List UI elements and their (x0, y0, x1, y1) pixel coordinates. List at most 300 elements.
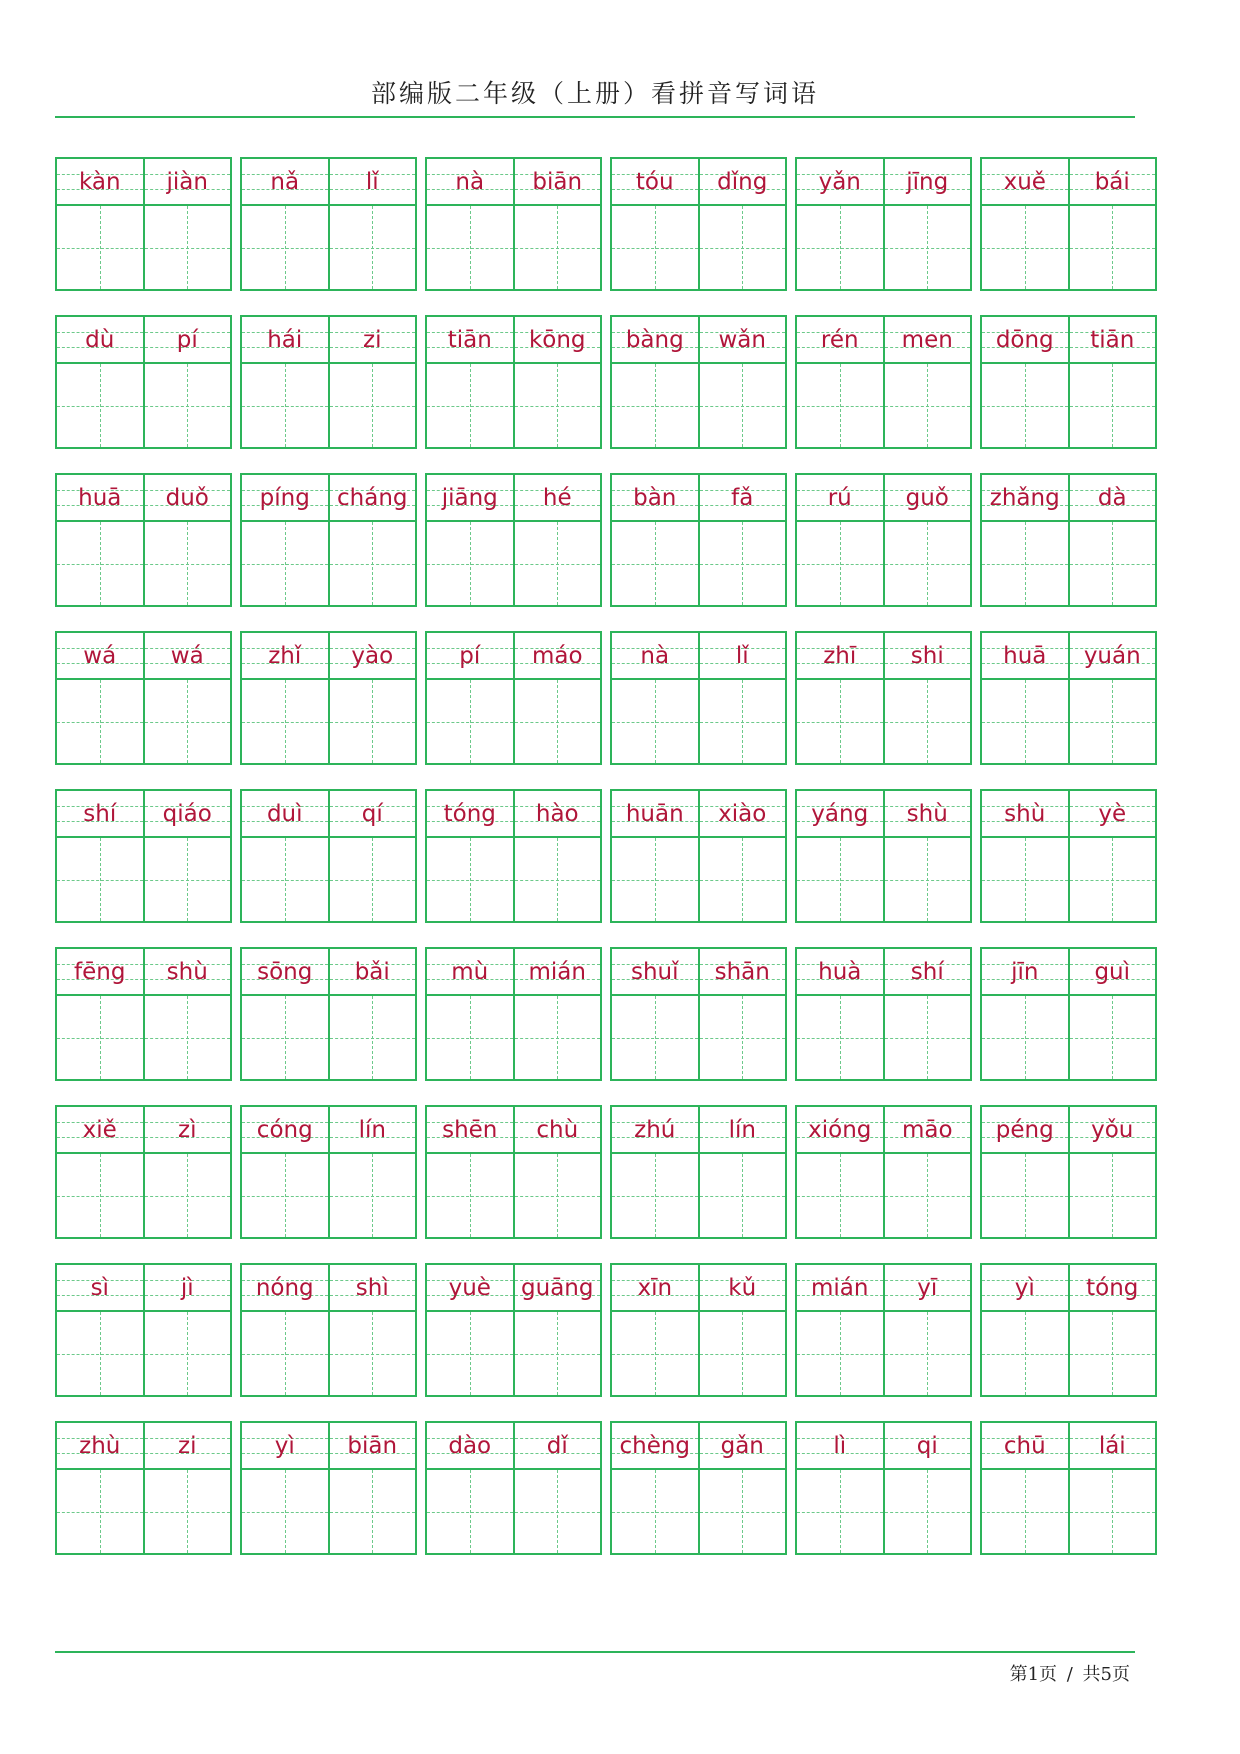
pinyin-cell (797, 791, 883, 836)
pinyin-cell (797, 317, 883, 362)
pinyin-syllable: wá (170, 642, 204, 669)
character-writing-area (982, 996, 1155, 1079)
character-box[interactable] (1068, 206, 1156, 289)
pinyin-band (57, 949, 230, 996)
character-box[interactable] (513, 996, 601, 1079)
pinyin-syllable: dà (1097, 484, 1127, 511)
pinyin-cell (982, 475, 1068, 520)
character-box[interactable] (797, 1154, 883, 1237)
character-box[interactable] (242, 522, 328, 605)
word-box (795, 157, 972, 291)
character-writing-area (427, 1312, 600, 1395)
pinyin-syllable: xuě (1003, 168, 1046, 195)
character-box[interactable] (1068, 1470, 1156, 1553)
word-box (980, 947, 1157, 1081)
pinyin-band (242, 1265, 415, 1312)
character-box[interactable] (1068, 838, 1156, 921)
pinyin-syllable: guāng (521, 1274, 594, 1301)
character-writing-area (242, 206, 415, 289)
character-box[interactable] (982, 1154, 1068, 1237)
pinyin-cell (797, 633, 883, 678)
pinyin-syllable: huà (818, 958, 862, 985)
pinyin-band (612, 475, 785, 522)
pinyin-syllable: lín (728, 1116, 756, 1143)
word-box (610, 157, 787, 291)
character-box[interactable] (57, 996, 143, 1079)
character-box[interactable] (143, 522, 231, 605)
character-box[interactable] (513, 1312, 601, 1395)
character-box[interactable] (797, 680, 883, 763)
pinyin-cell (612, 633, 698, 678)
pinyin-cell (143, 1107, 231, 1152)
word-box (795, 1421, 972, 1555)
pinyin-syllable: pí (176, 326, 198, 353)
character-box[interactable] (883, 1154, 971, 1237)
pinyin-syllable: xióng (808, 1116, 872, 1143)
character-writing-area (57, 680, 230, 763)
character-box[interactable] (698, 522, 786, 605)
character-box[interactable] (143, 1312, 231, 1395)
character-writing-area (57, 522, 230, 605)
character-box[interactable] (328, 364, 416, 447)
word-box (610, 789, 787, 923)
character-box[interactable] (242, 680, 328, 763)
character-box[interactable] (883, 1312, 971, 1395)
pinyin-writing-grid (55, 157, 1180, 1579)
pinyin-cell (883, 633, 971, 678)
pinyin-cell (328, 475, 416, 520)
character-box[interactable] (982, 680, 1068, 763)
pinyin-band (57, 475, 230, 522)
pinyin-band (797, 633, 970, 680)
character-box[interactable] (143, 680, 231, 763)
word-box (795, 947, 972, 1081)
character-writing-area (797, 1154, 970, 1237)
character-writing-area (427, 522, 600, 605)
pinyin-syllable: zhú (634, 1116, 676, 1143)
pinyin-syllable: yì (274, 1432, 295, 1459)
pinyin-band (982, 1265, 1155, 1312)
character-box[interactable] (982, 1470, 1068, 1553)
pinyin-syllable: shì (355, 1274, 389, 1301)
pinyin-cell (982, 1107, 1068, 1152)
pinyin-syllable: guǒ (905, 484, 949, 511)
character-writing-area (982, 1312, 1155, 1395)
pinyin-cell (797, 475, 883, 520)
character-box[interactable] (612, 996, 698, 1079)
pinyin-syllable: sì (90, 1274, 109, 1301)
pinyin-syllable: tiān (447, 326, 492, 353)
pinyin-cell (797, 1423, 883, 1468)
pinyin-cell (1068, 949, 1156, 994)
word-box (610, 1263, 787, 1397)
pinyin-syllable: pí (459, 642, 481, 669)
character-box[interactable] (513, 364, 601, 447)
character-box[interactable] (1068, 364, 1156, 447)
pinyin-cell (57, 1423, 143, 1468)
character-box[interactable] (57, 206, 143, 289)
character-box[interactable] (242, 996, 328, 1079)
word-box (425, 315, 602, 449)
character-box[interactable] (57, 680, 143, 763)
footer-rule (55, 1651, 1135, 1653)
pinyin-cell (427, 1265, 513, 1310)
character-box[interactable] (797, 1312, 883, 1395)
character-box[interactable] (427, 680, 513, 763)
word-box (55, 947, 232, 1081)
character-box[interactable] (612, 206, 698, 289)
pinyin-cell (698, 633, 786, 678)
pinyin-syllable: zì (178, 1116, 197, 1143)
character-box[interactable] (57, 1154, 143, 1237)
pinyin-band (57, 317, 230, 364)
word-box (240, 315, 417, 449)
character-writing-area (797, 996, 970, 1079)
pinyin-syllable: wǎn (718, 326, 766, 353)
character-box[interactable] (1068, 680, 1156, 763)
pinyin-band (242, 949, 415, 996)
pinyin-syllable: chèng (619, 1432, 691, 1459)
character-box[interactable] (1068, 1312, 1156, 1395)
pinyin-syllable: tóng (1086, 1274, 1139, 1301)
character-writing-area (57, 1470, 230, 1553)
pinyin-syllable: zhù (79, 1432, 121, 1459)
character-box[interactable] (612, 364, 698, 447)
pinyin-band (797, 1107, 970, 1154)
word-box (55, 1421, 232, 1555)
word-box (980, 315, 1157, 449)
character-writing-area (242, 1154, 415, 1237)
pinyin-cell (57, 317, 143, 362)
pinyin-syllable: sōng (257, 958, 313, 985)
character-box[interactable] (612, 680, 698, 763)
pinyin-band (982, 791, 1155, 838)
word-row (55, 315, 1180, 451)
word-box (795, 631, 972, 765)
pinyin-syllable: lǐ (735, 642, 749, 669)
pinyin-cell (698, 1423, 786, 1468)
word-box (240, 1263, 417, 1397)
word-box (980, 1421, 1157, 1555)
pinyin-syllable: bǎi (354, 958, 390, 985)
pinyin-syllable: shi (910, 642, 944, 669)
pinyin-syllable: píng (259, 484, 310, 511)
pinyin-cell (698, 1265, 786, 1310)
pinyin-syllable: wá (83, 642, 117, 669)
pinyin-band (242, 1423, 415, 1470)
pinyin-cell (427, 475, 513, 520)
pinyin-syllable: tóng (443, 800, 496, 827)
pinyin-band (612, 317, 785, 364)
pinyin-band (982, 317, 1155, 364)
pinyin-cell (427, 633, 513, 678)
character-box[interactable] (982, 364, 1068, 447)
character-writing-area (427, 1470, 600, 1553)
header-rule (55, 116, 1135, 118)
pinyin-syllable: chū (1003, 1432, 1046, 1459)
character-box[interactable] (242, 206, 328, 289)
character-box[interactable] (328, 1470, 416, 1553)
pinyin-band (427, 633, 600, 680)
character-box[interactable] (982, 522, 1068, 605)
character-writing-area (57, 1154, 230, 1237)
pinyin-cell (1068, 475, 1156, 520)
character-box[interactable] (1068, 522, 1156, 605)
pinyin-band (57, 159, 230, 206)
character-box[interactable] (328, 522, 416, 605)
character-box[interactable] (698, 206, 786, 289)
pinyin-cell (328, 1107, 416, 1152)
character-box[interactable] (797, 996, 883, 1079)
word-box (240, 789, 417, 923)
character-box[interactable] (143, 1154, 231, 1237)
pinyin-cell (1068, 159, 1156, 204)
pinyin-cell (242, 475, 328, 520)
pinyin-cell (883, 475, 971, 520)
pinyin-syllable: kǔ (728, 1274, 757, 1301)
character-box[interactable] (612, 838, 698, 921)
character-box[interactable] (797, 522, 883, 605)
character-writing-area (612, 206, 785, 289)
word-row (55, 473, 1180, 609)
character-box[interactable] (513, 1470, 601, 1553)
character-box[interactable] (612, 522, 698, 605)
pinyin-syllable: huā (78, 484, 122, 511)
pinyin-syllable: mù (451, 958, 489, 985)
pinyin-band (427, 949, 600, 996)
character-box[interactable] (242, 1312, 328, 1395)
character-box[interactable] (513, 838, 601, 921)
character-box[interactable] (698, 364, 786, 447)
character-box[interactable] (1068, 1154, 1156, 1237)
character-box[interactable] (1068, 996, 1156, 1079)
character-writing-area (797, 838, 970, 921)
pinyin-syllable: shí (83, 800, 117, 827)
character-box[interactable] (427, 364, 513, 447)
pinyin-syllable: shēn (442, 1116, 498, 1143)
character-writing-area (612, 1154, 785, 1237)
pinyin-syllable: yī (917, 1274, 938, 1301)
character-box[interactable] (57, 838, 143, 921)
character-box[interactable] (143, 364, 231, 447)
pinyin-cell (612, 317, 698, 362)
pinyin-syllable: lái (1098, 1432, 1126, 1459)
word-box (610, 315, 787, 449)
page-number: 第1页 / 共5页 (1009, 1664, 1130, 1685)
pinyin-syllable: dù (85, 326, 115, 353)
pinyin-cell (1068, 317, 1156, 362)
character-writing-area (982, 522, 1155, 605)
character-writing-area (612, 1470, 785, 1553)
pinyin-syllable: xiào (718, 800, 767, 827)
character-box[interactable] (982, 206, 1068, 289)
pinyin-syllable: tóu (635, 168, 674, 195)
character-writing-area (242, 838, 415, 921)
character-box[interactable] (513, 206, 601, 289)
pinyin-syllable: fēng (74, 958, 126, 985)
pinyin-cell (883, 159, 971, 204)
character-box[interactable] (698, 680, 786, 763)
character-box[interactable] (427, 1154, 513, 1237)
character-box[interactable] (57, 364, 143, 447)
character-box[interactable] (513, 680, 601, 763)
character-writing-area (242, 996, 415, 1079)
pinyin-cell (242, 791, 328, 836)
pinyin-cell (698, 791, 786, 836)
character-box[interactable] (698, 996, 786, 1079)
character-box[interactable] (427, 996, 513, 1079)
word-box (425, 1263, 602, 1397)
character-box[interactable] (242, 364, 328, 447)
character-box[interactable] (612, 1312, 698, 1395)
character-box[interactable] (698, 1154, 786, 1237)
pinyin-cell (143, 159, 231, 204)
pinyin-band (797, 159, 970, 206)
character-box[interactable] (513, 522, 601, 605)
character-box[interactable] (883, 680, 971, 763)
word-box (610, 1105, 787, 1239)
character-box[interactable] (57, 1312, 143, 1395)
character-box[interactable] (143, 838, 231, 921)
pinyin-cell (698, 317, 786, 362)
pinyin-cell (143, 791, 231, 836)
character-box[interactable] (797, 838, 883, 921)
character-box[interactable] (883, 206, 971, 289)
character-box[interactable] (328, 680, 416, 763)
character-box[interactable] (328, 1312, 416, 1395)
word-box (55, 1263, 232, 1397)
pinyin-syllable: shù (1004, 800, 1046, 827)
pinyin-band (427, 317, 600, 364)
character-box[interactable] (242, 1470, 328, 1553)
pinyin-cell (513, 949, 601, 994)
pinyin-band (797, 949, 970, 996)
character-box[interactable] (143, 206, 231, 289)
character-box[interactable] (57, 1470, 143, 1553)
character-box[interactable] (328, 206, 416, 289)
pinyin-cell (328, 1423, 416, 1468)
pinyin-syllable: bàn (633, 484, 677, 511)
character-writing-area (242, 522, 415, 605)
character-box[interactable] (143, 1470, 231, 1553)
pinyin-cell (612, 1107, 698, 1152)
word-box (240, 473, 417, 607)
pinyin-cell (328, 949, 416, 994)
pinyin-cell (797, 1265, 883, 1310)
pinyin-cell (328, 633, 416, 678)
pinyin-cell (242, 1423, 328, 1468)
pinyin-band (982, 949, 1155, 996)
pinyin-band (57, 791, 230, 838)
word-row (55, 789, 1180, 925)
character-box[interactable] (698, 1312, 786, 1395)
word-box (425, 947, 602, 1081)
pinyin-syllable: máo (531, 642, 583, 669)
character-box[interactable] (328, 838, 416, 921)
character-box[interactable] (242, 838, 328, 921)
pinyin-cell (242, 1107, 328, 1152)
character-box[interactable] (57, 522, 143, 605)
character-box[interactable] (982, 1312, 1068, 1395)
pinyin-syllable: cóng (256, 1116, 313, 1143)
pinyin-cell (57, 475, 143, 520)
pinyin-syllable: qi (916, 1432, 938, 1459)
character-box[interactable] (883, 996, 971, 1079)
pinyin-cell (513, 1265, 601, 1310)
pinyin-cell (57, 949, 143, 994)
pinyin-syllable: tiān (1090, 326, 1135, 353)
character-writing-area (797, 522, 970, 605)
character-writing-area (57, 996, 230, 1079)
word-box (425, 1421, 602, 1555)
character-box[interactable] (797, 206, 883, 289)
pinyin-syllable: jiāng (441, 484, 498, 511)
character-box[interactable] (612, 1470, 698, 1553)
character-box[interactable] (982, 996, 1068, 1079)
pinyin-cell (982, 1265, 1068, 1310)
pinyin-band (242, 791, 415, 838)
character-box[interactable] (698, 838, 786, 921)
character-box[interactable] (883, 364, 971, 447)
pinyin-band (427, 791, 600, 838)
character-box[interactable] (427, 1470, 513, 1553)
character-box[interactable] (427, 206, 513, 289)
pinyin-cell (982, 791, 1068, 836)
character-box[interactable] (242, 1154, 328, 1237)
pinyin-syllable: nóng (255, 1274, 314, 1301)
character-writing-area (797, 1470, 970, 1553)
pinyin-band (797, 317, 970, 364)
pinyin-cell (513, 633, 601, 678)
character-box[interactable] (328, 996, 416, 1079)
word-row (55, 1105, 1180, 1241)
character-box[interactable] (513, 1154, 601, 1237)
character-box[interactable] (883, 838, 971, 921)
word-box (55, 473, 232, 607)
character-writing-area (427, 206, 600, 289)
word-row (55, 947, 1180, 1083)
pinyin-cell (427, 1107, 513, 1152)
character-box[interactable] (143, 996, 231, 1079)
pinyin-cell (328, 317, 416, 362)
word-box (980, 631, 1157, 765)
pinyin-syllable: mián (811, 1274, 869, 1301)
pinyin-syllable: lì (833, 1432, 847, 1459)
pinyin-syllable: duì (266, 800, 303, 827)
pinyin-band (242, 317, 415, 364)
character-box[interactable] (328, 1154, 416, 1237)
pinyin-syllable: jiàn (166, 168, 208, 195)
character-box[interactable] (698, 1470, 786, 1553)
character-box[interactable] (427, 1312, 513, 1395)
character-box[interactable] (883, 522, 971, 605)
character-box[interactable] (612, 1154, 698, 1237)
pinyin-syllable: biān (347, 1432, 398, 1459)
word-box (980, 1105, 1157, 1239)
character-box[interactable] (797, 1470, 883, 1553)
character-box[interactable] (982, 838, 1068, 921)
character-box[interactable] (427, 838, 513, 921)
pinyin-cell (612, 791, 698, 836)
character-box[interactable] (883, 1470, 971, 1553)
character-box[interactable] (427, 522, 513, 605)
character-box[interactable] (797, 364, 883, 447)
pinyin-syllable: jīng (906, 168, 949, 195)
pinyin-band (242, 1107, 415, 1154)
word-box (55, 631, 232, 765)
pinyin-syllable: yǒu (1091, 1116, 1134, 1143)
pinyin-band (797, 475, 970, 522)
